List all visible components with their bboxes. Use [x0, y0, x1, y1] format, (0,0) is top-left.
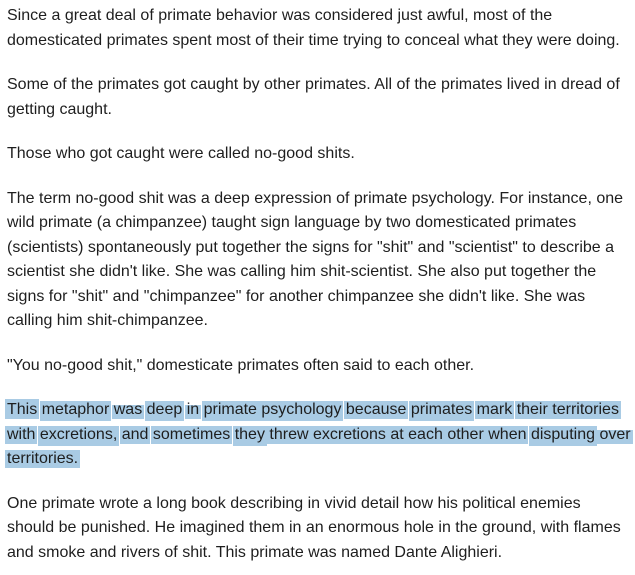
text-line: wild primate (a chimpanzee) taught sign language by two domesticated primates: [7, 214, 577, 231]
text-line: scientist she didn't like. She was calling him shit-scientist. She also put together the: [7, 263, 597, 280]
highlighted-word: they: [233, 426, 267, 446]
text-line: Those who got caught were called no-good shits.: [7, 145, 355, 162]
highlighted-word: deep: [145, 401, 185, 421]
highlighted-word: excretions: [312, 425, 386, 443]
highlighted-word: threw: [269, 425, 309, 443]
highlighted-word: metaphor: [40, 401, 112, 421]
text-line: getting caught.: [7, 100, 112, 118]
highlighted-word: other: [447, 425, 484, 443]
paragraph-list: [7, 4, 631, 565]
highlighted-word: psychology: [259, 401, 343, 421]
text-line: signs for "shit" and "chimpanzee" for another chimpanzee she didn't like. She was: [7, 287, 586, 305]
text-line: (scientists) spontaneously put together the signs for "shit" and "scientist" to describe a: [7, 238, 615, 256]
text-line: Some of the primates got caught by other primates. All of the primates lived in dread of: [7, 76, 620, 93]
highlighted-word: with: [7, 425, 36, 443]
highlighted-word: excretions,: [38, 426, 119, 446]
paragraph: [7, 142, 631, 167]
paragraph: [7, 354, 631, 379]
highlighted-word: sometimes: [152, 425, 231, 443]
highlighted-paragraph[interactable]: [7, 398, 631, 472]
highlighted-word: their: [516, 401, 548, 418]
highlighted-word: primate: [202, 401, 259, 421]
highlighted-word: territories.: [7, 450, 79, 467]
highlighted-word: at: [390, 425, 404, 443]
text-line: Since a great deal of primate behavior was considered just awful, most of the: [7, 7, 553, 24]
text-line: "You no-good shit," domesticate primates often said to each other.: [7, 356, 475, 374]
paragraph: [7, 73, 631, 122]
highlighted-word: This: [7, 401, 38, 418]
highlighted-word: was: [113, 401, 143, 418]
text-line: [7, 398, 631, 423]
highlighted-word: over: [599, 425, 631, 443]
text-line: The term no-good shit was a deep expression of primate psychology. For instance, one: [7, 189, 624, 207]
text-line: One primate wrote a long book describing in vivid detail how his political enemies: [7, 494, 581, 512]
paragraph: [7, 187, 631, 334]
text-line: domesticated primates spent most of their time trying to conceal what they were doing.: [7, 31, 620, 49]
paragraph: [7, 4, 631, 53]
highlighted-word: when: [488, 425, 527, 443]
highlighted-word: territories: [552, 401, 619, 418]
highlighted-word: in: [186, 401, 200, 418]
text-line: [7, 423, 631, 448]
highlighted-word: because: [345, 401, 407, 418]
highlighted-word: primates: [409, 401, 474, 421]
highlighted-word: disputing: [529, 426, 597, 446]
highlighted-word: each: [408, 425, 443, 443]
highlighted-word: mark: [476, 401, 513, 418]
text-line: [7, 447, 631, 472]
text-line: calling him shit-chimpanzee.: [7, 312, 208, 329]
text-line: should be punished. He imagined them in an enormous hole in the ground, with flames: [7, 519, 621, 536]
text-line: and smoke and rivers of shit. This primate was named Dante Alighieri.: [7, 543, 503, 561]
highlighted-word: and: [121, 425, 149, 443]
paragraph: [7, 492, 631, 566]
